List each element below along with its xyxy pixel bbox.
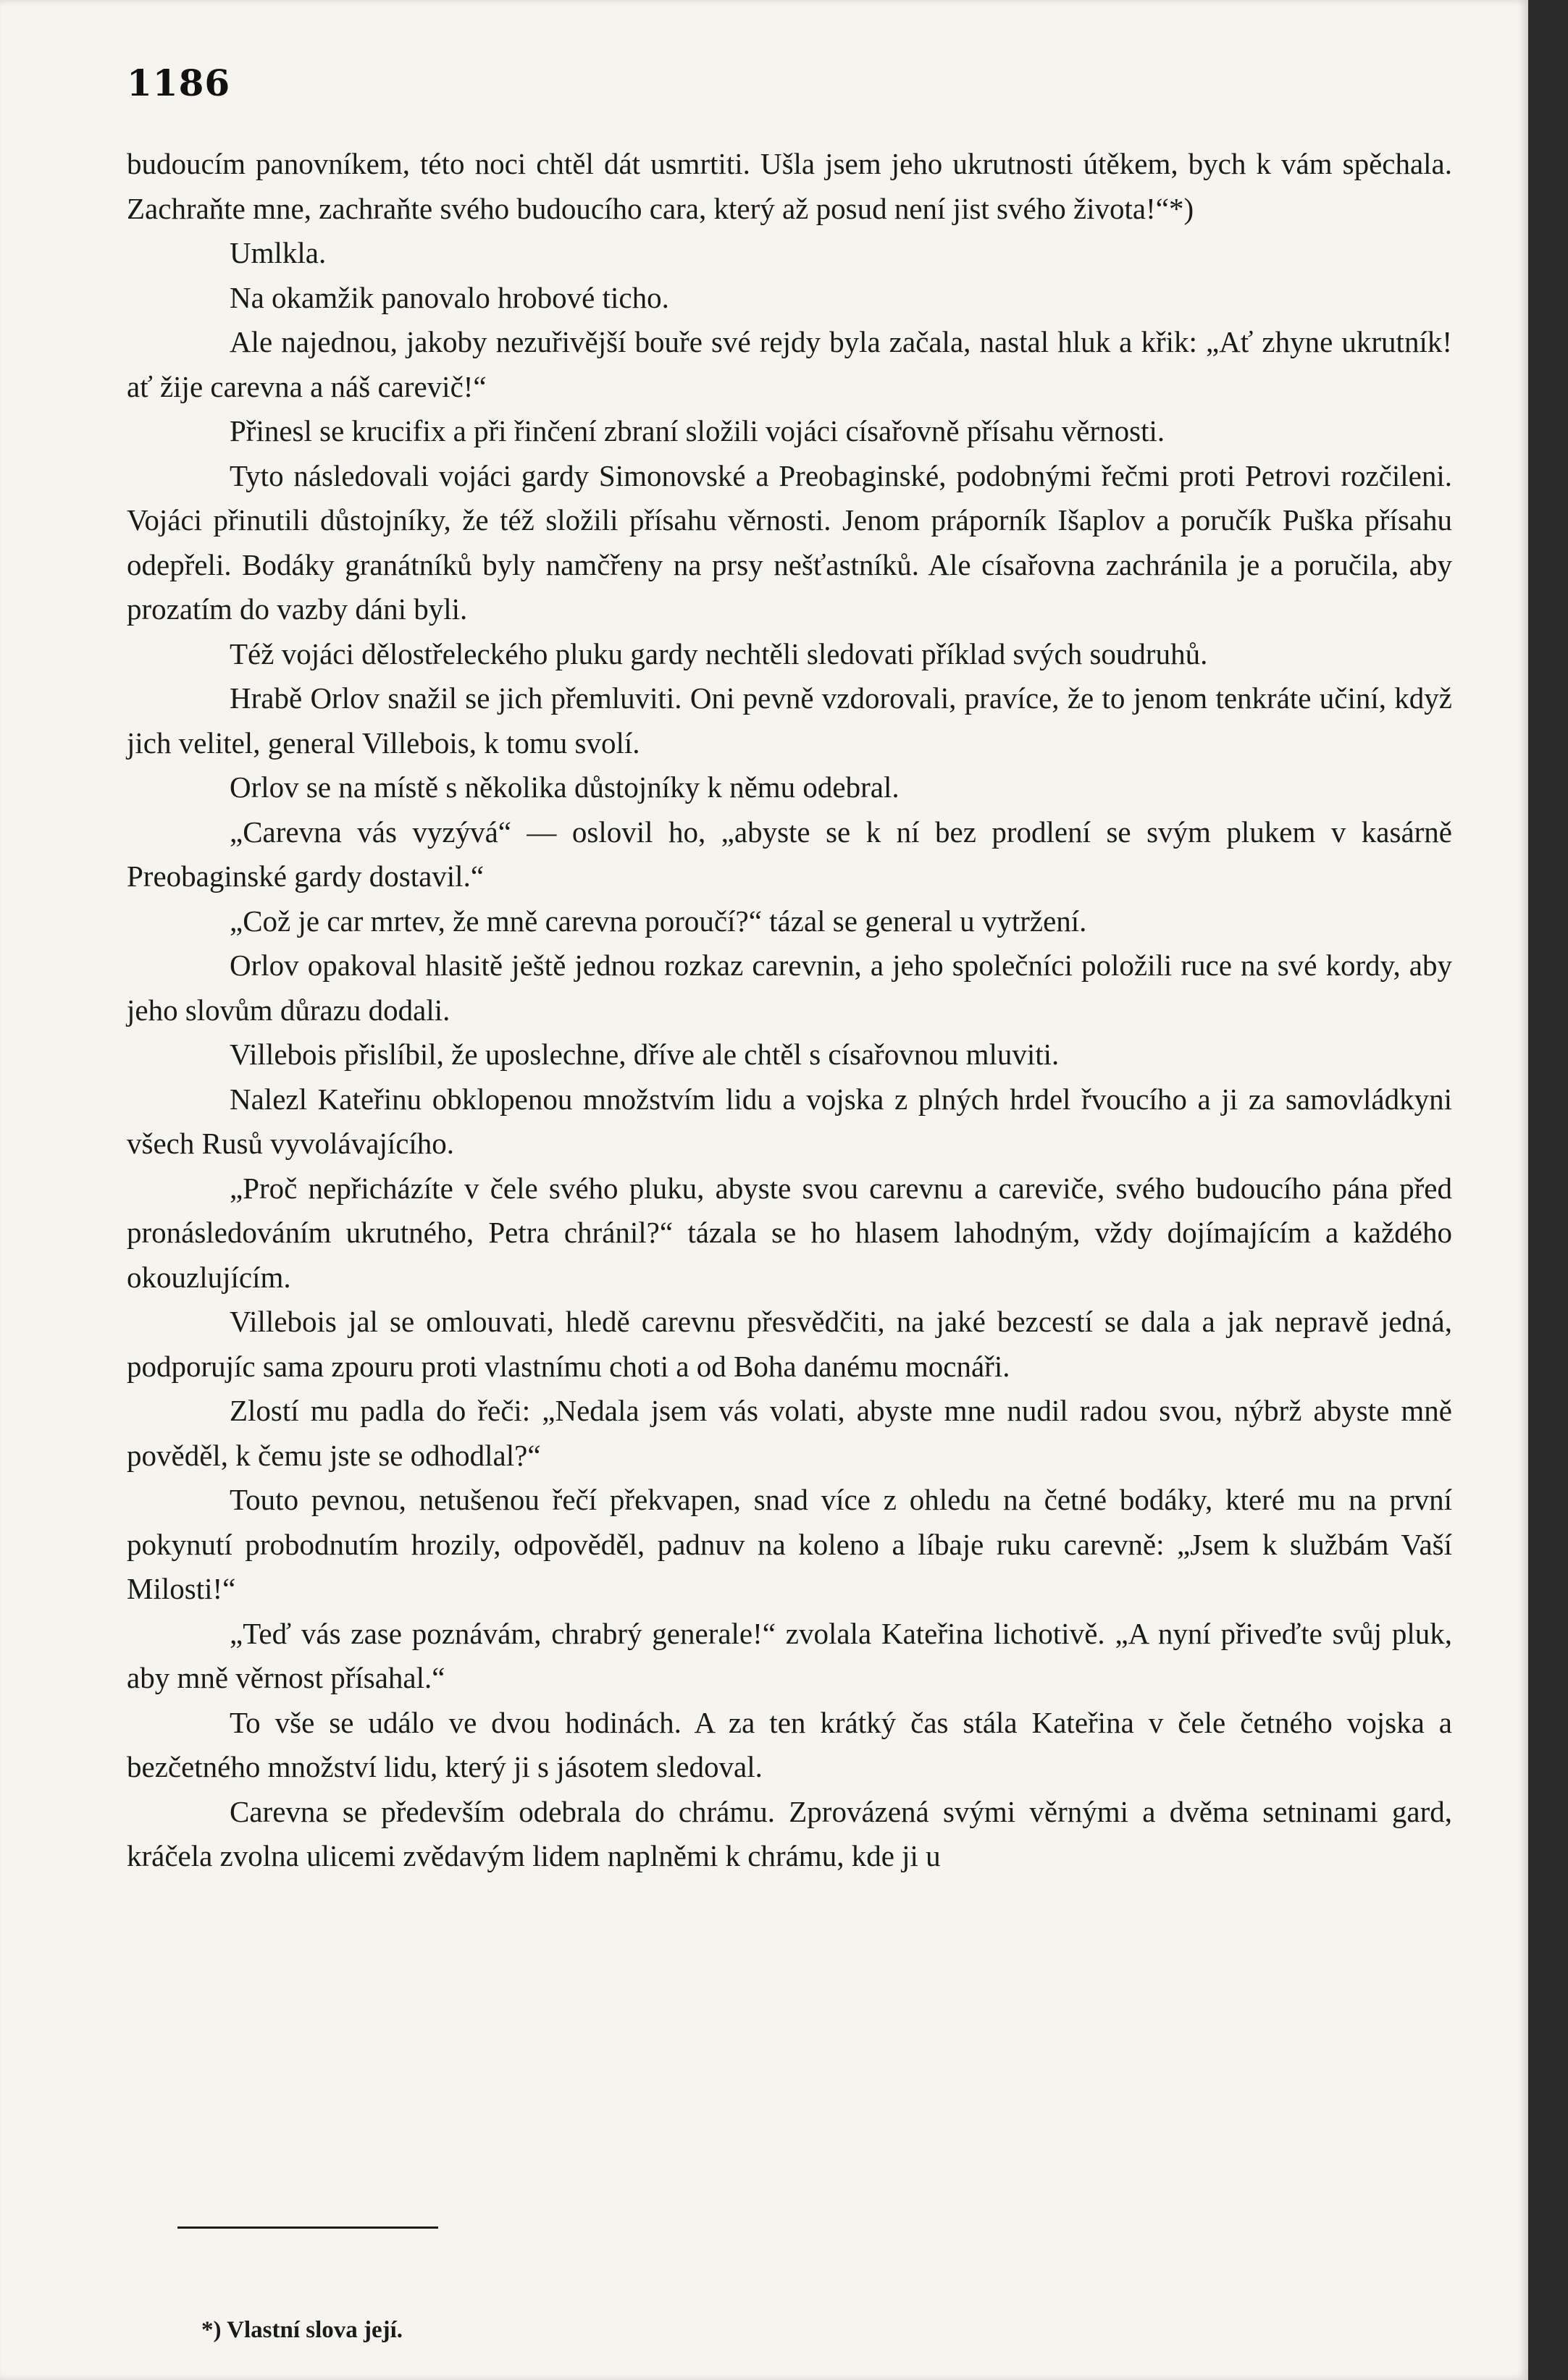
footnote: *) Vlastní slova její. — [201, 2317, 403, 2343]
paragraph: Zlostí mu padla do řeči: „Nedala jsem vás volati, abyste mne nudil radou svou, nýbrž abyste mně pověděl, k čemu jste se odhodlal?“ — [127, 1394, 1452, 1472]
footnote-divider — [177, 2226, 438, 2229]
page-number: 1186 — [127, 62, 231, 104]
paragraph: Villebois jal se omlouvati, hledě carevnu přesvědčiti, na jaké bezcestí se dala a jak nepravě jedná, podporujíc sama zpouru proti vlastnímu choti a od Boha danému mocnáři. — [127, 1305, 1452, 1383]
paragraph: „Teď vás zase poznávám, chrabrý generale!“ zvolala Kateřina lichotivě. „A nyní přiveďte svůj pluk, aby mně věrnost přísahal.“ — [127, 1616, 1452, 1694]
paragraph: „Což je car mrtev, že mně carevna poroučí?“ tázal se general u vytržení. — [230, 904, 1087, 938]
paragraph: Hrabě Orlov snažil se jich přemluviti. Oni pevně vzdorovali, pravíce, že to jenom tenkráte učiní, když jich velitel, general Villebois, k tomu svolí. — [127, 681, 1452, 760]
paragraph: Orlov opakoval hlasitě ještě jednou rozkaz carevnin, a jeho společníci položili ruce na své kordy, aby jeho slovům důrazu dodali. — [127, 949, 1452, 1027]
paragraph: Ale najednou, jakoby nezuřivější bouře své rejdy byla začala, nastal hluk a křik: „Ať zhyne ukrutník! ať žije carevna a náš carevič!“ — [127, 325, 1452, 403]
paragraph: Touto pevnou, netušenou řečí překvapen, snad více z ohledu na četné bodáky, které mu na první pokynutí probodnutím hrozily, odpověděl, padnuv na koleno a líbaje ruku carevně: „Jsem k službám Vaší Milosti!“ — [127, 1483, 1452, 1605]
body-text — [127, 142, 1452, 1879]
paragraph: „Proč nepřicházíte v čele svého pluku, abyste svou carevnu a careviče, svého budoucího pána před pronásledováním ukrutného, Petra chránil?“ tázala se ho hlasem lahodným, vždy dojímajícím a každého okouzlujícím. — [127, 1171, 1452, 1294]
paragraph: Přinesl se krucifix a při řinčení zbraní složili vojáci císařovně přísahu věrnosti. — [230, 414, 1165, 447]
paragraph: Nalezl Kateřinu obklopenou množstvím lidu a vojska z plných hrdel řvoucího a ji za samovládkyni všech Rusů vyvolávajícího. — [127, 1082, 1452, 1160]
paragraph: Orlov se na místě s několika důstojníky k němu odebral. — [230, 770, 900, 804]
paragraph: To vše se událo ve dvou hodinách. A za ten krátký čas stála Kateřina v čele četného vojska a bezčetného množství lidu, který ji s jásotem sledoval. — [127, 1705, 1452, 1783]
paragraph: Též vojáci dělostřeleckého pluku gardy nechtěli sledovati příklad svých soudruhů. — [230, 636, 1208, 670]
paragraph: budoucím panovníkem, této noci chtěl dát usmrtiti. Ušla jsem jeho ukrutnosti útěkem, bych k vám spěchala. Zachraňte mne, zachraňte svého budoucího cara, který až posud není jist svého života!“*) — [127, 147, 1452, 225]
paragraph: Na okamžik panovalo hrobové ticho. — [230, 280, 669, 314]
paragraph: Carevna se především odebrala do chrámu. Zprovázená svými věrnými a dvěma setninami gard, kráčela zvolna ulicemi zvědavým lidem naplněmi k chrámu, kde ji u — [127, 1794, 1452, 1872]
paragraph: Tyto následovali vojáci gardy Simonovské a Preobaginské, podobnými řečmi proti Petrovi rozčileni. Vojáci přinutili důstojníky, že též složili přísahu věrnosti. Jenom práporník Išaplov a poručík Puška přísahu odepřeli. Bodáky granátníků byly namčřeny na prsy nešťastníků. Ale císařovna zachránila je a poručila, aby prozatím do vazby dáni byli. — [127, 458, 1452, 626]
paragraph: „Carevna vás vyzývá“ — oslovil ho, „abyste se k ní bez prodlení se svým plukem v kasárně Preobaginské gardy dostavil.“ — [127, 815, 1452, 893]
paragraph: Villebois přislíbil, že uposlechne, dříve ale chtěl s císařovnou mluviti. — [230, 1038, 1060, 1071]
paragraph: Umlkla. — [230, 236, 327, 269]
